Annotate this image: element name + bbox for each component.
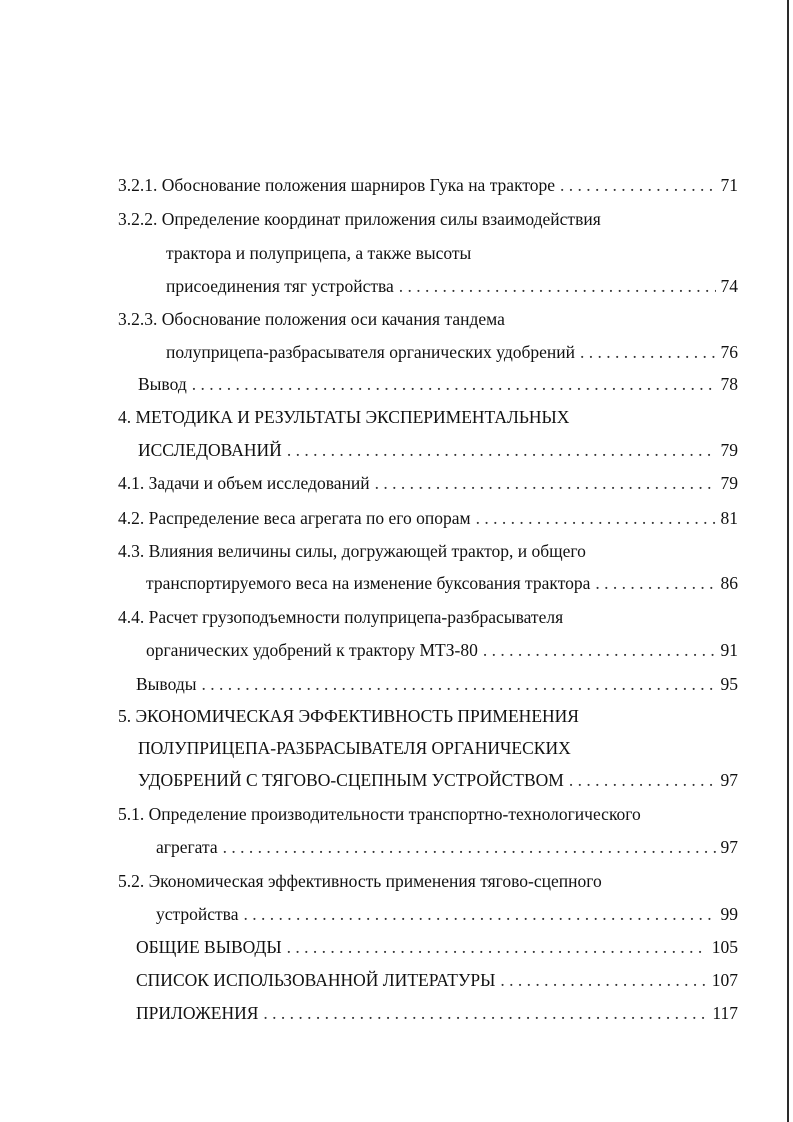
toc-entry-title: 5.2. Экономическая эффективность применения тягово-сцепного [118, 871, 602, 891]
toc-entry-title: 4.1. Задачи и объем исследований [118, 473, 370, 493]
toc-entry-title: Вывод [138, 374, 187, 394]
toc-entry-page: 99 [720, 904, 738, 924]
toc-leader-dots [483, 637, 716, 663]
toc-entry-title: 4. МЕТОДИКА И РЕЗУЛЬТАТЫ ЭКСПЕРИМЕНТАЛЬНЫХ [118, 407, 570, 427]
toc-entry-page: 117 [712, 1003, 738, 1023]
toc-entry [138, 371, 738, 397]
toc-entry-title: органических удобрений к трактору МТЗ-80 [146, 640, 478, 660]
toc-entry [118, 206, 601, 232]
toc-entry-page: 71 [720, 175, 738, 195]
scan-edge-line [787, 0, 789, 1122]
toc-entry [136, 671, 738, 697]
toc-leader-dots [476, 505, 716, 531]
toc-entry-page: 107 [711, 970, 738, 990]
toc-chapter-heading [118, 703, 579, 729]
toc-entry-page: 97 [720, 837, 738, 857]
toc-entry-continuation [166, 240, 471, 266]
toc-entry-title: 4.4. Расчет грузоподъемности полуприцепа-разбрасывателя [118, 607, 564, 627]
toc-entry-continuation [156, 901, 738, 927]
toc-entry-title: транспортируемого веса на изменение буксования трактора [146, 573, 591, 593]
toc-leader-dots [399, 273, 716, 299]
toc-entry-title: устройства [156, 904, 239, 924]
toc-leader-dots [243, 901, 715, 927]
toc-entry-page: 79 [720, 440, 738, 460]
toc-chapter-heading [118, 404, 569, 430]
toc-entry [136, 1000, 738, 1026]
toc-leader-dots [192, 371, 716, 397]
toc-leader-dots [560, 172, 715, 198]
toc-leader-dots [500, 967, 706, 993]
toc-entry-page: 95 [720, 674, 738, 694]
toc-entry-continuation [166, 339, 738, 365]
toc-entry-title: агрегата [156, 837, 218, 857]
toc-leader-dots [223, 834, 716, 860]
toc-entry-page: 74 [720, 276, 738, 296]
toc-entry-page: 76 [720, 342, 738, 362]
toc-entry [118, 306, 505, 332]
toc-leader-dots [580, 339, 716, 365]
toc-chapter-heading [138, 437, 738, 463]
toc-entry-title: 3.2.2. Определение координат приложения силы взаимодействия [118, 209, 601, 229]
toc-entry-title: трактора и полуприцепа, а также высоты [166, 243, 472, 263]
toc-entry-page: 86 [720, 573, 738, 593]
toc-entry-title: 3.2.1. Обоснование положения шарниров Гука на тракторе [118, 175, 556, 195]
toc-entry [118, 801, 641, 827]
toc-leader-dots [287, 934, 707, 960]
toc-entry-page: 105 [711, 937, 738, 957]
toc-entry-title: ОБЩИЕ ВЫВОДЫ [136, 937, 282, 957]
toc-chapter-heading [138, 767, 738, 793]
toc-entry-title: ПОЛУПРИЦЕПА-РАЗБРАСЫВАТЕЛЯ ОРГАНИЧЕСКИХ [138, 738, 571, 758]
toc-leader-dots [263, 1000, 707, 1026]
toc-leader-dots [569, 767, 716, 793]
toc-entry-title: ИССЛЕДОВАНИЙ [138, 440, 282, 460]
toc-entry [118, 172, 738, 198]
toc-entry [118, 505, 738, 531]
toc-leader-dots [287, 437, 716, 463]
toc-entry [118, 470, 738, 496]
toc-entry-continuation [166, 273, 738, 299]
toc-entry-title: полуприцепа-разбрасывателя органических удобрений [166, 342, 575, 362]
toc-entry [118, 604, 563, 630]
toc-entry-title: 4.3. Влияния величины силы, догружающей трактор, и общего [118, 541, 586, 561]
toc-entry-title: 5. ЭКОНОМИЧЕСКАЯ ЭФФЕКТИВНОСТЬ ПРИМЕНЕНИЯ [118, 706, 579, 726]
toc-entry-title: СПИСОК ИСПОЛЬЗОВАННОЙ ЛИТЕРАТУРЫ [136, 970, 496, 990]
toc-entry-title: ПРИЛОЖЕНИЯ [136, 1003, 259, 1023]
toc-entry-page: 97 [720, 770, 738, 790]
toc-chapter-heading [138, 735, 571, 761]
toc-entry-page: 78 [720, 374, 738, 394]
toc-entry [118, 868, 602, 894]
toc-entry-title: 4.2. Распределение веса агрегата по его опорам [118, 508, 471, 528]
toc-entry-title: Выводы [136, 674, 197, 694]
toc-entry-continuation [146, 570, 738, 596]
toc-entry-continuation [156, 834, 738, 860]
toc-entry-title: 3.2.3. Обоснование положения оси качания тандема [118, 309, 505, 329]
toc-leader-dots [595, 570, 715, 596]
toc-entry-page: 79 [720, 473, 738, 493]
toc-leader-dots [201, 671, 715, 697]
toc-entry-continuation [146, 637, 738, 663]
toc-leader-dots [375, 470, 716, 496]
toc-entry-title: УДОБРЕНИЙ С ТЯГОВО-СЦЕПНЫМ УСТРОЙСТВОМ [138, 770, 564, 790]
toc-entry-page: 81 [720, 508, 738, 528]
toc-entry [118, 538, 586, 564]
toc-entry-page: 91 [720, 640, 738, 660]
toc-entry [136, 967, 738, 993]
toc-entry-title: присоединения тяг устройства [166, 276, 394, 296]
toc-entry [136, 934, 738, 960]
toc-entry-title: 5.1. Определение производительности транспортно-технологического [118, 804, 641, 824]
